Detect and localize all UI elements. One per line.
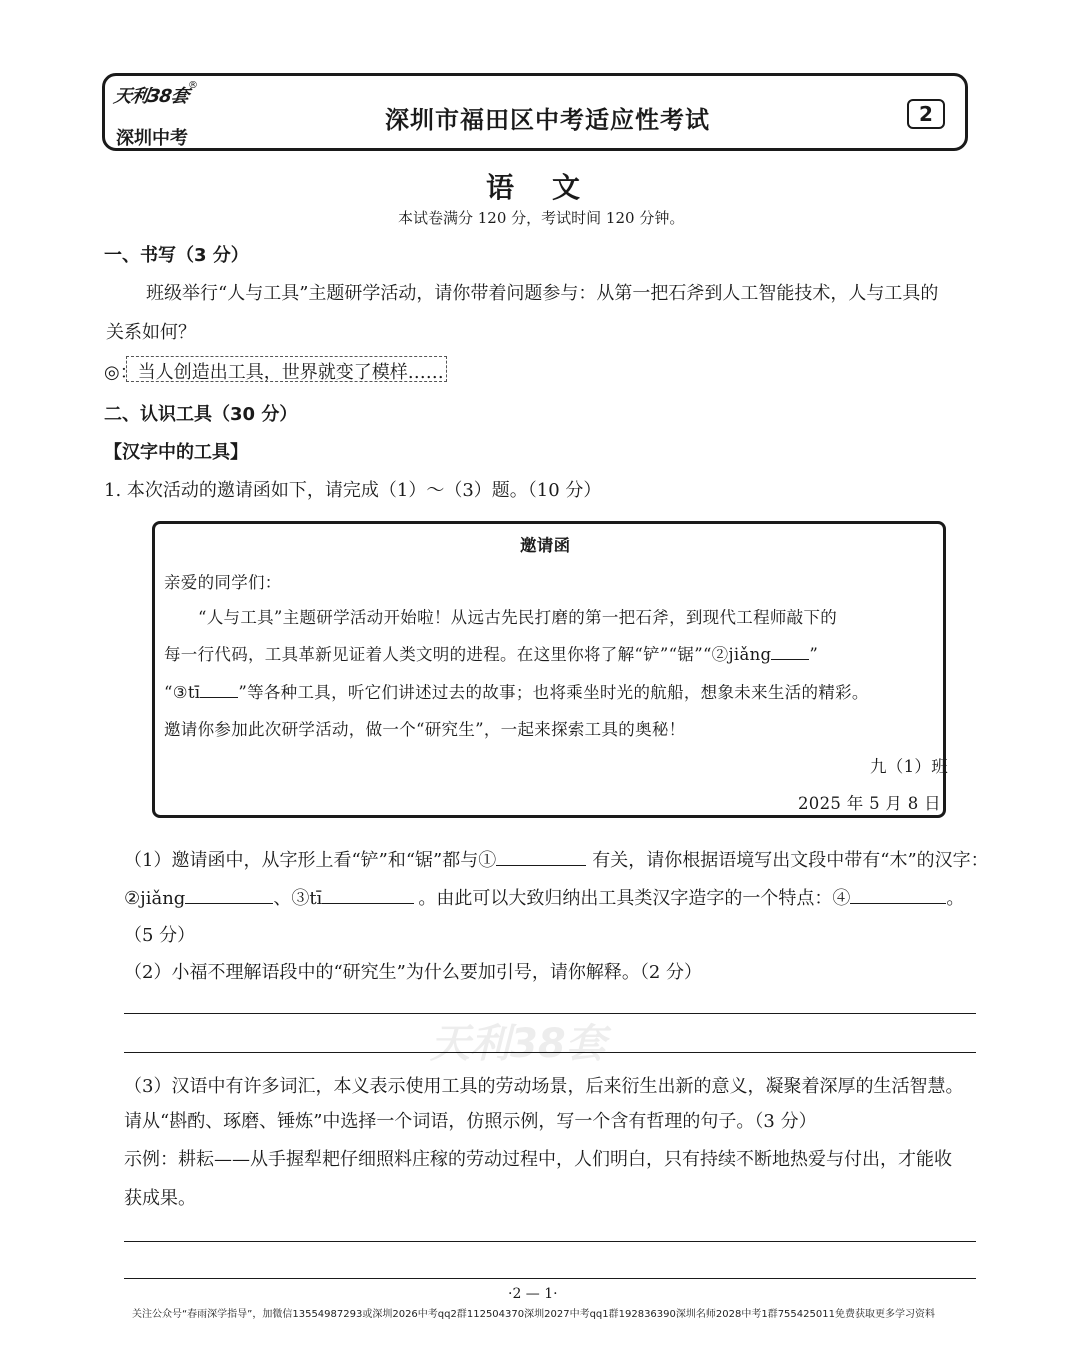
- page-number: ·2 — 1·: [508, 1286, 558, 1302]
- answer-blank-3[interactable]: [322, 887, 414, 904]
- q1-1-text-d: 、③tī: [273, 888, 323, 909]
- page-badge: 2: [907, 99, 945, 129]
- question1-3-line1: （3）汉语中有许多词汇，本义表示使用工具的劳动场景，后来衍生出新的意义，凝聚着深厚的生活智慧。: [124, 1076, 964, 1097]
- q1-1-text-a: （1）邀请函中，从字形上看“铲”和“锯”都与①: [124, 850, 497, 871]
- question1-1-score: （5 分）: [124, 925, 196, 946]
- invitation-line1: “人与工具”主题研学活动开始啦！从远古先民打磨的第一把石斧，到现代工程师敲下的: [198, 608, 838, 627]
- example-line2: 获成果。: [124, 1188, 196, 1209]
- blank-jiang: [771, 643, 809, 660]
- q1-1-text-f: 。: [946, 888, 965, 909]
- section1-para-line2: 关系如何？: [106, 322, 196, 343]
- section2-subheading: 【汉字中的工具】: [104, 442, 248, 463]
- logo-brand: 天利38套: [112, 86, 190, 107]
- answer-blank-1[interactable]: [496, 849, 586, 866]
- question1-3-line2: 请从“斟酌、琢磨、锤炼”中选择一个词语，仿照示例，写一个含有哲理的句子。（3 分）: [124, 1111, 817, 1132]
- footer-note: 关注公众号“春雨深学指导”，加微信13554987293或深圳2026中考qq2群112504370深圳2027中考qq1群192836390深圳名师2028中考1群755425011免费获取更多学习资料: [132, 1309, 935, 1320]
- invitation-greeting: 亲爱的同学们：: [164, 573, 282, 592]
- invitation-date: 2025 年 5 月 8 日: [798, 794, 941, 813]
- section2-heading: 二、认识工具（30 分）: [104, 404, 298, 425]
- watermark: 天利38套: [430, 1021, 606, 1067]
- invitation-line3-rest: ”等各种工具，听它们讲述过去的故事；也将乘坐时光的航船，想象未来生活的精彩。: [238, 683, 869, 702]
- answer-blank-4[interactable]: [850, 887, 946, 904]
- logo-subtitle: 深圳中考: [116, 128, 188, 149]
- invitation-line2-quote: ”: [809, 645, 819, 664]
- section1-heading: 一、书写（3 分）: [104, 245, 249, 266]
- invitation-line2: [164, 641, 818, 665]
- question1-2: （2）小福不理解语段中的“研究生”为什么要加引号，请你解释。（2 分）: [124, 962, 703, 983]
- section1-prompt: ◎：当人创造出工具，世界就变了模样……: [104, 362, 444, 383]
- question1-1-line2: [124, 884, 964, 910]
- q1-1-text-b: 有关，请你根据语境写出文段中带有“木”的汉字：: [592, 850, 989, 871]
- answer-line[interactable]: [124, 1278, 976, 1279]
- invitation-line3-start: “③tī: [164, 683, 201, 702]
- registered-mark: ®: [188, 80, 198, 91]
- q1-1-text-c: ②jiǎng: [124, 888, 186, 909]
- invitation-line4: 邀请你参加此次研学活动，做一个“研究生”，一起来探索工具的奥秘！: [164, 720, 686, 739]
- invitation-signature: 九（1）班: [870, 757, 948, 776]
- invitation-box: [152, 521, 946, 818]
- question1-intro: 1. 本次活动的邀请函如下，请完成（1）～（3）题。（10 分）: [104, 480, 602, 501]
- exam-title: 深圳市福田区中考适应性考试: [385, 105, 710, 134]
- subject-title: 语文: [486, 171, 619, 204]
- invitation-line3: [164, 679, 869, 703]
- answer-line[interactable]: [124, 1241, 976, 1242]
- invitation-line2-text: 每一行代码，工具革新见证着人类文明的进程。在这里你将了解“铲”“锯”“②jiǎng: [164, 645, 772, 664]
- example-line1: 示例：耕耘——从手握犁耙仔细照料庄稼的劳动过程中，人们明白，只有持续不断地热爱与付出，才能收: [124, 1149, 952, 1170]
- answer-blank-2[interactable]: [185, 887, 273, 904]
- section1-para-line1: 班级举行“人与工具”主题研学活动，请你带着问题参与：从第一把石斧到人工智能技术，人与工具的: [146, 283, 939, 304]
- invitation-title: 邀请函: [520, 536, 571, 555]
- logo: [104, 74, 202, 148]
- question1-1-line1: [124, 846, 989, 872]
- exam-note: 本试卷满分 120 分，考试时间 120 分钟。: [398, 209, 685, 227]
- blank-ti: [200, 681, 238, 698]
- q1-1-text-e: 。由此可以大致归纳出工具类汉字造字的一个特点：④: [418, 888, 851, 909]
